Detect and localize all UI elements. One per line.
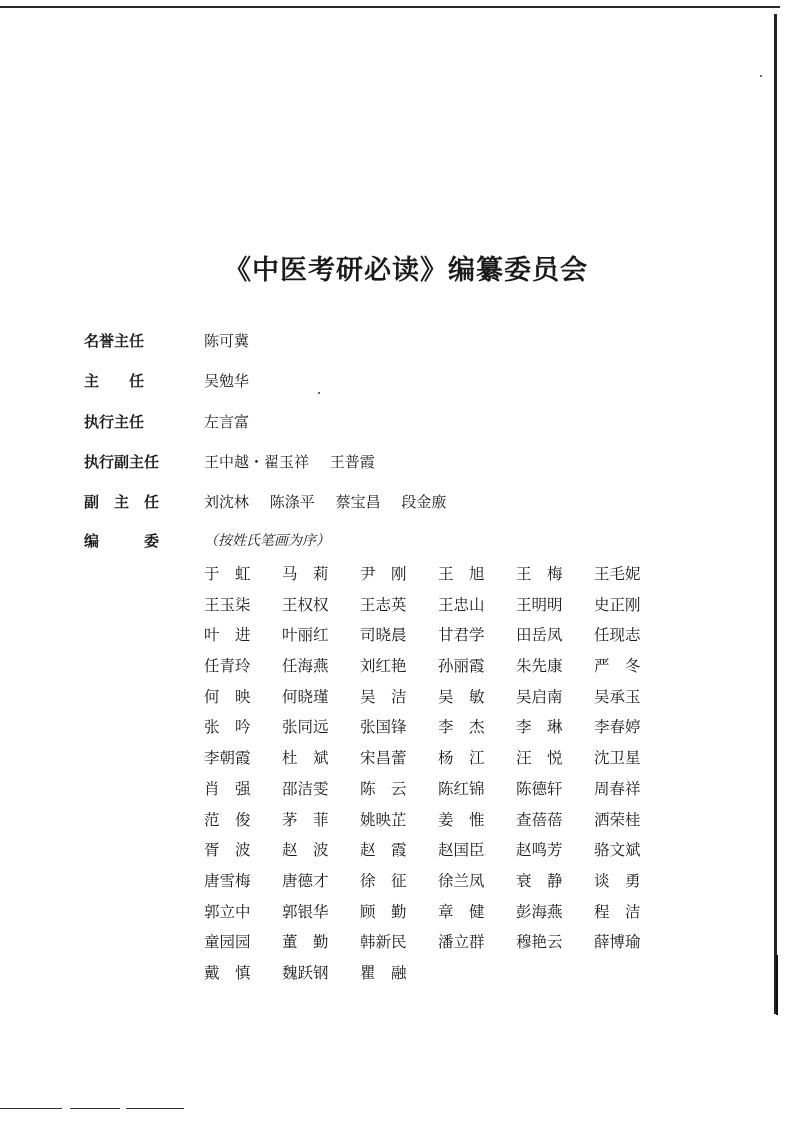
member-name: 任现志: [594, 626, 641, 645]
member-name: 戴 慎: [204, 963, 251, 982]
member-name: 王 旭: [438, 565, 485, 583]
member-name: 朱先康: [516, 657, 563, 676]
member-name: 刘红艳: [360, 657, 407, 676]
member-name: 茅 菲: [282, 810, 329, 829]
member-name: 汪 悦: [516, 749, 563, 768]
member-name: 张同远: [282, 718, 329, 737]
member-name: 杜 斌: [282, 749, 329, 768]
member-name: 叶 进: [204, 626, 251, 645]
member-name: 甘君学: [438, 626, 485, 645]
member-name: 李春婷: [594, 718, 641, 737]
member-name: 范 俊: [204, 810, 251, 829]
member-name: 王权权: [282, 595, 329, 614]
member-name: 王玉柒: [204, 595, 251, 614]
member-name: 杨 江: [438, 749, 485, 768]
member-name: 潘立群: [438, 933, 485, 952]
member-name: 周春祥: [594, 779, 641, 798]
member-name: 查蓓蓓: [516, 810, 563, 829]
member-name: 李 杰: [438, 718, 485, 737]
member-name: 彭海燕: [516, 902, 563, 921]
members-ordering-note: （按姓氏笔画为序）: [204, 533, 330, 549]
member-name: 程 洁: [594, 902, 641, 921]
person-name: 陈可冀: [204, 332, 250, 350]
member-name: 叶丽红: [282, 626, 329, 645]
member-name: 张国锋: [360, 718, 407, 737]
scan-right-edge-mark: [776, 955, 778, 1015]
member-name: 姜 惟: [438, 810, 485, 829]
member-name: 陈德轩: [516, 779, 563, 798]
member-name: 尹 刚: [360, 565, 407, 583]
person-name: 左言富: [204, 413, 250, 431]
person-name: 王普霞: [329, 453, 375, 471]
member-name: 唐雪梅: [204, 871, 251, 890]
member-name: 马 莉: [282, 565, 329, 583]
member-name: 谈 勇: [594, 871, 641, 890]
member-name: 唐德才: [282, 871, 329, 890]
members-grid: [204, 562, 674, 992]
scan-right-edge: [774, 14, 777, 1014]
bottom-rule-2: [70, 1108, 120, 1109]
member-name: 洒荣桂: [594, 810, 641, 829]
member-name: 王明明: [516, 595, 563, 614]
bottom-rule-3: [126, 1108, 184, 1109]
page-title: 《中医考研必读》编纂委员会: [224, 255, 588, 286]
member-name: 任海燕: [282, 657, 329, 676]
member-name: 宋昌蕾: [360, 749, 407, 768]
scan-speck: [318, 392, 320, 394]
scan-speck: [760, 75, 762, 77]
member-name: 赵 霞: [360, 841, 407, 860]
member-name: 王毛妮: [594, 565, 641, 583]
member-name: 赵鸣芳: [516, 841, 563, 860]
member-name: 李 琳: [516, 718, 563, 737]
person-name: 刘沈林: [204, 493, 250, 511]
member-name: 田岳凤: [516, 626, 563, 645]
member-name: 姚映芷: [360, 810, 407, 829]
member-name: 张 吟: [204, 718, 251, 737]
member-name: 陈 云: [360, 779, 407, 798]
member-name: 王 梅: [516, 565, 563, 583]
member-name: 于 虹: [204, 565, 251, 583]
role-label: 执行副主任: [84, 453, 160, 471]
member-name: 赵国臣: [438, 841, 485, 860]
member-name: 顾 勤: [360, 902, 407, 921]
member-name: 董 勤: [282, 933, 329, 952]
member-name: 魏跃钢: [282, 963, 329, 982]
member-name: 徐兰凤: [438, 871, 485, 890]
member-name: 章 健: [438, 902, 485, 921]
person-name: 段金廒: [401, 493, 447, 511]
member-name: 童园园: [204, 933, 251, 952]
scan-top-rule: [0, 6, 780, 8]
member-name: 邵洁雯: [282, 779, 329, 798]
member-name: 孙丽霞: [438, 657, 485, 676]
member-name: 瞿 融: [360, 963, 407, 982]
member-name: 郭银华: [282, 902, 329, 921]
role-label: 执行主任: [84, 413, 145, 431]
person-name: 陈涤平: [269, 493, 315, 511]
member-name: 穆艳云: [516, 933, 563, 952]
role-names: [204, 451, 375, 472]
role-names: [204, 411, 249, 432]
member-name: 吴 敏: [438, 687, 485, 706]
member-name: 严 冬: [594, 657, 641, 676]
role-names: [204, 330, 249, 351]
member-name: 任青玲: [204, 657, 251, 676]
member-name: 衰 静: [516, 871, 563, 890]
member-name: 郭立中: [204, 902, 251, 921]
member-name: 赵 波: [282, 841, 329, 860]
bottom-rule-1: [0, 1108, 62, 1109]
member-name: 何晓瑾: [282, 687, 329, 706]
member-name: 陈红锦: [438, 779, 485, 798]
role-label: 编 委: [84, 532, 160, 550]
member-name: 韩新民: [360, 933, 407, 952]
role-label: 副 主 任: [84, 493, 160, 511]
person-name: 吴勉华: [204, 372, 250, 390]
member-name: 胥 波: [204, 841, 251, 860]
member-name: 沈卫星: [594, 749, 641, 768]
person-name: 王中越・翟玉祥: [204, 453, 310, 471]
role-label: 名誉主任: [84, 332, 145, 350]
role-label: 主 任: [84, 372, 145, 390]
member-name: 史正刚: [594, 595, 641, 614]
person-name: 蔡宝昌: [335, 493, 381, 511]
role-names: [204, 491, 446, 512]
member-name: 肖 强: [204, 779, 251, 798]
member-name: 李朝霞: [204, 749, 251, 768]
member-name: 吴 洁: [360, 687, 407, 706]
member-name: 何 映: [204, 687, 251, 706]
member-name: 徐 征: [360, 871, 407, 890]
member-name: 薛博瑜: [594, 933, 641, 952]
member-name: 王忠山: [438, 595, 485, 614]
member-name: 司晓晨: [360, 626, 407, 645]
member-name: 吴承玉: [594, 687, 641, 706]
member-name: 王志英: [360, 595, 407, 614]
member-name: 骆文斌: [594, 841, 641, 860]
role-names: [204, 370, 249, 391]
member-name: 吴启南: [516, 687, 563, 706]
